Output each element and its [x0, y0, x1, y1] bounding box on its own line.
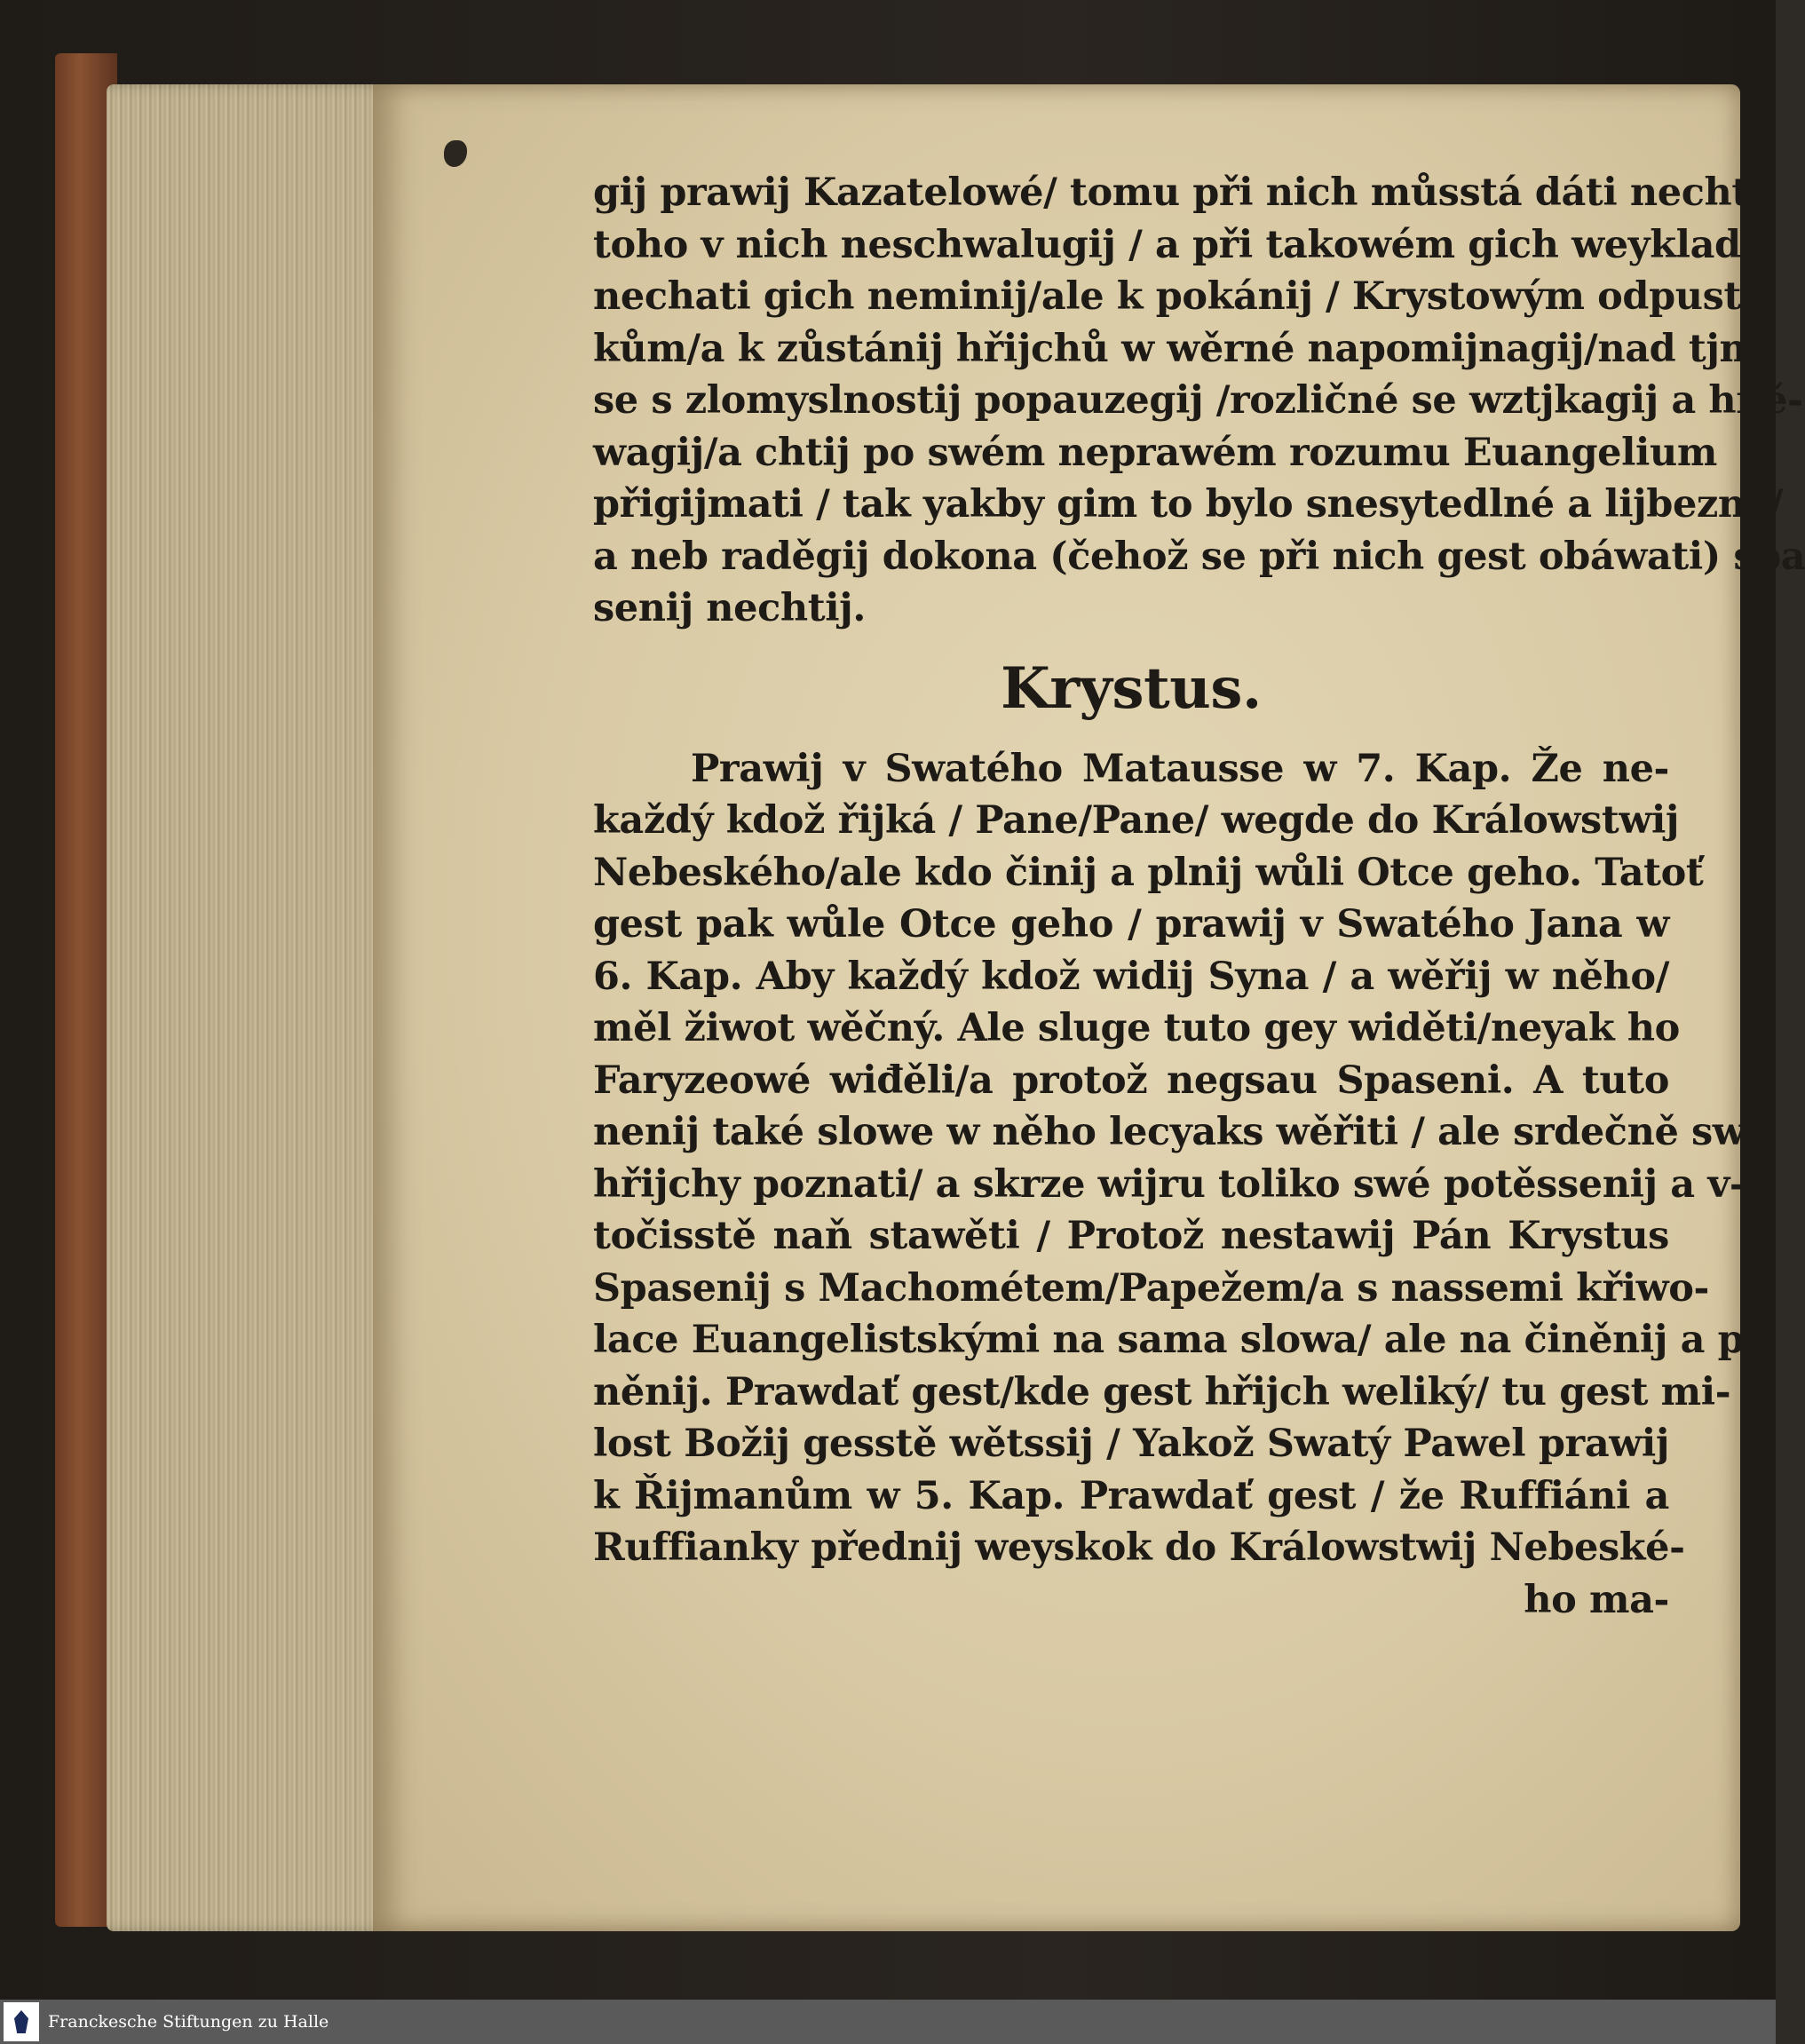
- page-edges: [107, 84, 391, 1931]
- text-line: hřijchy poznati/ a skrze wijru toliko swé potěssenij a v-: [593, 1161, 1746, 1207]
- text-line: senij nechtij.: [593, 586, 866, 630]
- text-line: Spasenij s Machométem/Papežem/a s nassemi křiwo-: [593, 1265, 1710, 1311]
- footer-bar: [0, 2000, 1776, 2044]
- text-line: wagij/a chtij po swém neprawém rozumu Euangelium: [593, 430, 1717, 475]
- logo-mark: [14, 2010, 28, 2033]
- text-line: Faryzeowé wiđěli/a protož negsau Spaseni. A tuto: [593, 1058, 1669, 1103]
- page-text: [593, 167, 1805, 1626]
- text-line: 6. Kap. Aby každý kdož widij Syna / a wěřij w něho/: [593, 954, 1669, 999]
- text-line: Prawij v Swatého Matausse w 7. Kap. Že ne-: [691, 746, 1669, 791]
- text-line: toho v nich neschwalugij / a při takowém gich weykladu: [593, 222, 1769, 267]
- text-line: točisstě naň stawěti / Protož nestawij Pán Krystus: [593, 1214, 1669, 1258]
- text-line: kům/a k zůstánij hřijchů w wěrné napomijnagij/nad tjm: [593, 326, 1760, 371]
- text-line: gij prawij Kazatelowé/ tomu při nich můsstá dáti nechtj: [593, 170, 1762, 215]
- footer-institution: Franckesche Stiftungen zu Halle: [48, 2012, 329, 2032]
- text-line: lace Euangelistskými na sama slowa/ ale na činěnij a pl-: [593, 1318, 1774, 1362]
- text-line: přigijmati / tak yakby gim to bylo snesytedlné a lijbezné/: [593, 482, 1784, 527]
- text-line: Ruffianky přednij weyskok do Králowstwij Nebeské-: [593, 1525, 1685, 1570]
- text-line: nechati gich neminij/ale k pokánij / Krystowým odpust-: [593, 274, 1757, 319]
- section-heading: Krystus.: [1001, 654, 1262, 722]
- text-line: Nebeského/ale kdo činij a plnij wůli Otce geho. Tatoť: [593, 850, 1704, 895]
- catchword: ho ma-: [1524, 1577, 1669, 1622]
- text-line: něnij. Prawdať gest/kde gest hřijch weliký/ tu gest mi-: [593, 1369, 1731, 1414]
- text-line: a neb raděgij dokona (čehož se při nich gest obáwati) spa: [593, 534, 1805, 579]
- paragraph-bottom: [593, 743, 1774, 1627]
- text-line: gest pak wůle Otce geho / prawij v Swatého Jana w: [593, 902, 1669, 947]
- text-line: lost Božij gesstě wětssij / Yakož Swatý Pawel prawij: [593, 1422, 1669, 1466]
- text-line: každý kdož řijká / Pane/Pane/ wegde do Králowstwij: [593, 798, 1680, 843]
- text-line: se s zlomyslnostij popauzegij /rozličné se wztjkagij a hně-: [593, 378, 1803, 423]
- text-line: měl žiwot wěčný. Ale sluge tuto gey widěti/neyak ho: [593, 1006, 1680, 1050]
- paragraph-top: [593, 167, 1805, 635]
- franckesche-stiftungen-logo-icon: [4, 2002, 39, 2041]
- text-line: nenij také slowe w něho lecyaks wěřiti / ale srdečně swé: [593, 1110, 1769, 1154]
- text-line: k Řijmanům w 5. Kap. Prawdať gest / že Ruffiáni a: [593, 1473, 1669, 1518]
